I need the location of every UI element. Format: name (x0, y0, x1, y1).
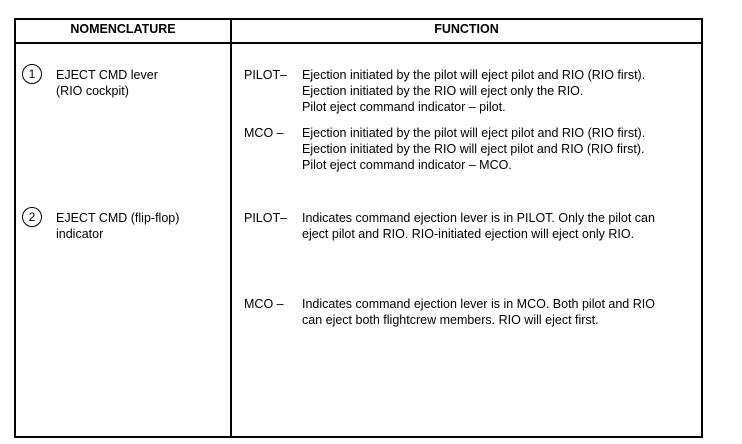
function-label: MCO – (244, 297, 284, 311)
function-line: can eject both flightcrew members. RIO will eject first. (302, 313, 599, 327)
table-top-border (14, 18, 703, 20)
item-name (56, 210, 179, 242)
function-description (302, 125, 698, 173)
header-nomenclature: NOMENCLATURE (70, 22, 176, 36)
function-label: PILOT– (244, 211, 288, 225)
function-label: PILOT– (244, 68, 288, 82)
item-name-line: EJECT CMD (flip-flop) (56, 211, 180, 225)
item-name-line: (RIO cockpit) (56, 84, 129, 98)
table-bottom-border (14, 436, 703, 438)
header-function: FUNCTION (434, 22, 499, 36)
function-description (302, 296, 698, 328)
column-divider (230, 18, 232, 438)
function-label: MCO – (244, 126, 284, 140)
header-divider (14, 42, 703, 44)
item-number-circle: 2 (22, 207, 42, 227)
function-line: Ejection initiated by the pilot will eject pilot and RIO (RIO first). (302, 68, 646, 82)
item-1 (22, 67, 158, 99)
function-line: eject pilot and RIO. RIO-initiated ejection will eject only RIO. (302, 227, 635, 241)
function-line: Pilot eject command indicator – MCO. (302, 158, 512, 172)
item-name-line: EJECT CMD lever (56, 68, 158, 82)
function-line: Indicates command ejection lever is in PILOT. Only the pilot can (302, 211, 655, 225)
item-name (56, 67, 158, 99)
function-line: Ejection initiated by the RIO will eject only the RIO. (302, 84, 584, 98)
function-line: Ejection initiated by the pilot will eject pilot and RIO (RIO first). (302, 126, 646, 140)
function-line: Ejection initiated by the RIO will eject pilot and RIO (RIO first). (302, 142, 645, 156)
item-2 (22, 210, 179, 242)
function-description (302, 210, 698, 242)
item-name-line: indicator (56, 227, 104, 241)
item-number-circle: 1 (22, 64, 42, 84)
function-line: Indicates command ejection lever is in MCO. Both pilot and RIO (302, 297, 655, 311)
function-description (302, 67, 698, 115)
function-line: Pilot eject command indicator – pilot. (302, 100, 506, 114)
